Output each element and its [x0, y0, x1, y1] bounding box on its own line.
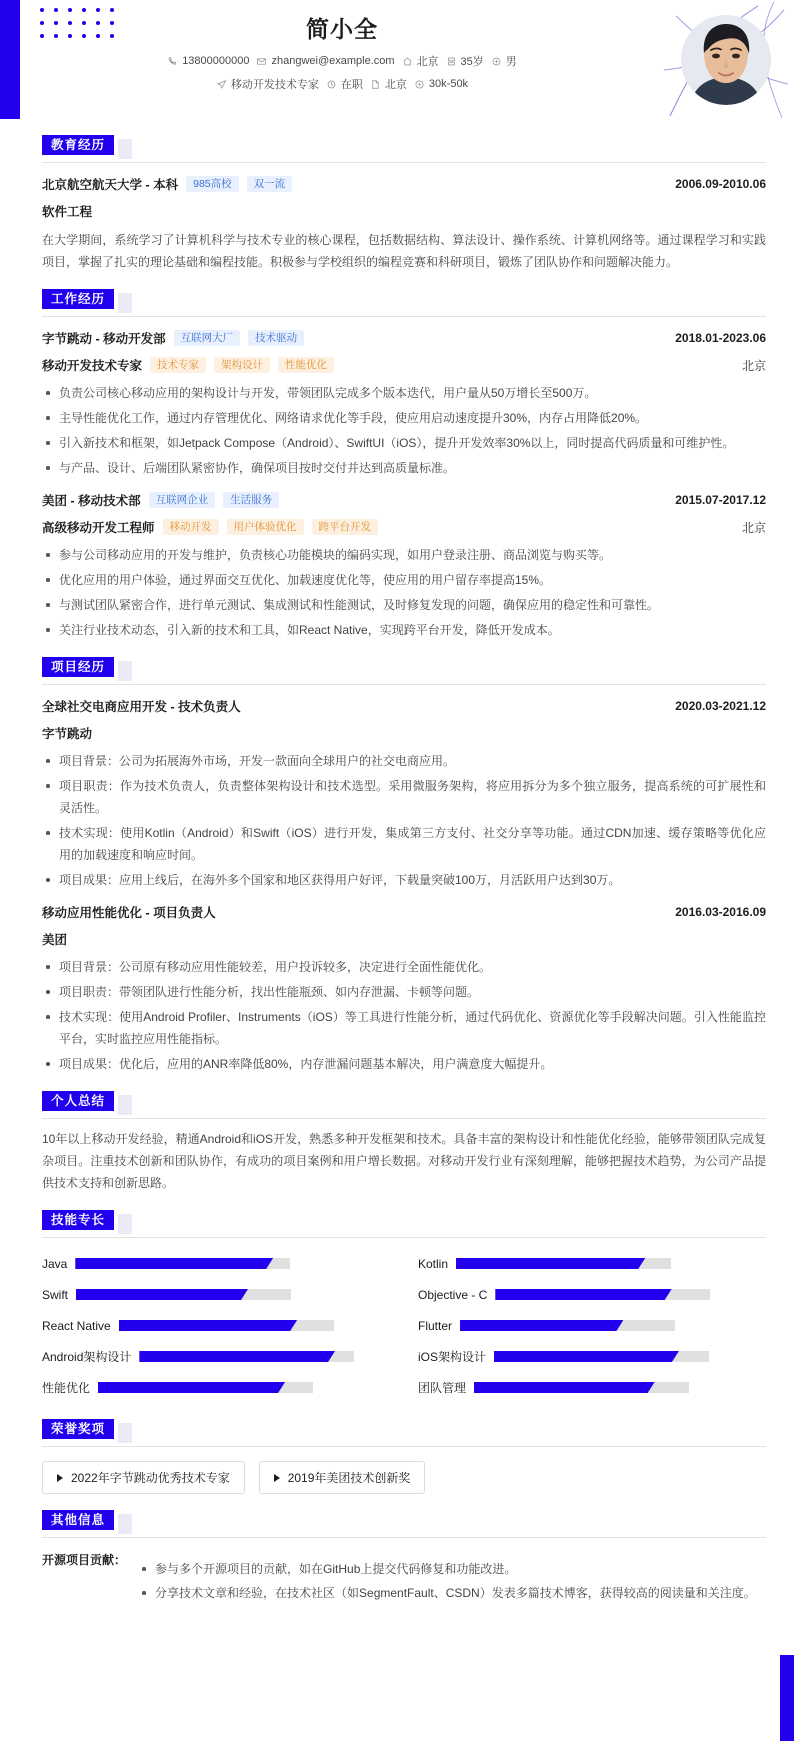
- skill-progress-fill: [75, 1258, 273, 1269]
- section-title: 荣誉奖项: [42, 1419, 114, 1439]
- bullet-item: 优化应用的用户体验，通过界面交互优化、加载速度优化等，使应用的用户留存率提高15%。: [42, 569, 766, 591]
- section-heading: [42, 1210, 766, 1232]
- contact-item: [370, 76, 407, 92]
- skill-label: Swift: [42, 1287, 69, 1302]
- section-divider: [42, 1118, 766, 1119]
- skills-grid: [42, 1248, 766, 1403]
- entry-role: 移动开发技术专家: [42, 359, 143, 373]
- award-item[interactable]: [42, 1461, 245, 1494]
- avatar: [681, 15, 771, 105]
- contact-item: [256, 55, 394, 67]
- entry-header-row: [42, 175, 766, 193]
- other-list: [42, 1550, 766, 1604]
- tag-chip: 生活服务: [223, 492, 279, 508]
- skill-label: Android架构设计: [42, 1350, 132, 1364]
- skill-progress-track: [456, 1258, 671, 1269]
- position-icon: [216, 79, 227, 90]
- section-title: 个人总结: [42, 1091, 114, 1111]
- education-list: [42, 175, 766, 273]
- contact-item: [326, 76, 363, 92]
- entry-org: 美团 - 移动技术部: [42, 494, 141, 508]
- awards-list: [42, 1461, 766, 1494]
- education-entry: [42, 175, 766, 273]
- skill-progress-fill: [76, 1289, 248, 1300]
- skill-progress-fill: [474, 1382, 655, 1393]
- contact-item: [216, 76, 319, 92]
- tag-chip: 技术驱动: [248, 330, 304, 346]
- contact-text: zhangwei@example.com: [271, 55, 395, 67]
- tag-chip: 跨平台开发: [312, 519, 379, 535]
- tag-chip: 双一流: [247, 176, 293, 192]
- entry-date: 2006.09-2010.06: [675, 177, 766, 191]
- section-divider: [42, 1237, 766, 1238]
- tag-chip: 架构设计: [214, 357, 270, 373]
- skill-label: Java: [42, 1256, 68, 1271]
- city-icon: [370, 79, 381, 90]
- bullet-item: 项目成果：优化后，应用的ANR率降低80%，内存泄漏问题基本解决，用户满意度大幅提升。: [42, 1053, 766, 1075]
- skill-progress-fill: [119, 1320, 297, 1331]
- contact-item: [167, 55, 249, 67]
- contact-text: 北京: [384, 79, 407, 91]
- resume-header: [0, 0, 794, 119]
- entry-location: 北京: [741, 520, 766, 535]
- bullet-item: 参与公司移动应用的开发与维护，负责核心功能模块的编码实现，如用户登录注册、商品浏览与购买等。: [42, 544, 766, 566]
- entry-header-row: [42, 903, 766, 921]
- skill-item: [418, 1248, 766, 1279]
- skill-progress-track: [494, 1351, 709, 1362]
- bullet-item: 关注行业技术动态，引入新的技术和工具，如React Native，实现跨平台开发，降低开发成本。: [42, 619, 766, 641]
- entry-location: 北京: [741, 358, 766, 373]
- contact-item: [402, 53, 439, 69]
- skill-progress-fill: [139, 1351, 335, 1362]
- entry-header-row: [42, 491, 766, 509]
- heading-shadow: [118, 1095, 132, 1115]
- skill-progress-fill: [494, 1351, 679, 1362]
- section-divider: [42, 162, 766, 163]
- entry-header-left: [42, 356, 334, 374]
- skill-item: [42, 1248, 390, 1279]
- entry-header-row: [42, 329, 766, 347]
- section-heading: [42, 1419, 766, 1441]
- skill-item: [42, 1310, 390, 1341]
- email-icon: [256, 56, 267, 67]
- tag-chip: 用户体验优化: [227, 519, 304, 535]
- section-title: 工作经历: [42, 289, 114, 309]
- entry-role: 高级移动开发工程师: [42, 521, 155, 535]
- skill-item: [42, 1372, 390, 1403]
- education-major: 软件工程: [42, 205, 93, 219]
- section-divider: [42, 684, 766, 685]
- skill-label: 性能优化: [42, 1381, 91, 1395]
- summary-text: 10年以上移动开发经验，精通Android和iOS开发，熟悉多种开发框架和技术。具备丰富的架构设计和性能优化经验，能够带领团队完成复杂项目。注重技术创新和团队协作，有成功的项目案例和用户增长数据。对移动开发行业有深刻理解，能够把握技术趋势，为公司产品提供技术支持和创新思路。: [42, 1132, 766, 1190]
- entry-header-left: [42, 697, 241, 715]
- skill-label: iOS架构设计: [418, 1350, 487, 1364]
- tag-chip: 性能优化: [278, 357, 334, 373]
- entry-header-left: [42, 175, 292, 193]
- entry-header-row: [42, 697, 766, 715]
- other-info-row: [42, 1550, 766, 1604]
- entry-date: 2018.01-2023.06: [675, 331, 766, 345]
- skill-item: [42, 1279, 390, 1310]
- tag-chip: 互联网企业: [149, 492, 216, 508]
- entry-header-left: [42, 903, 216, 921]
- project-list: [42, 697, 766, 1075]
- bullet-item: 参与多个开源项目的贡献，如在GitHub上提交代码修复和功能改进。: [138, 1558, 766, 1580]
- bullet-item: 与产品、设计、后端团队紧密协作，确保项目按时交付并达到高质量标准。: [42, 457, 766, 479]
- bullet-item: 引入新技术和框架，如Jetpack Compose（Android）、SwiftUI（iOS），提升开发效率30%以上，同时提高代码质量和可维护性。: [42, 432, 766, 454]
- entry-date: 2020.03-2021.12: [675, 699, 766, 713]
- award-label: 2019年美团技术创新奖: [287, 1471, 411, 1485]
- skill-progress-fill: [495, 1289, 671, 1300]
- bullet-list: [138, 1558, 766, 1604]
- resume-body: [0, 135, 794, 1604]
- entry-org: 字节跳动 - 移动开发部: [42, 332, 166, 346]
- skill-progress-track: [139, 1351, 354, 1362]
- bullet-item: 与测试团队紧密合作，进行单元测试、集成测试和性能测试，及时修复发现的问题，确保应用的稳定性和可靠性。: [42, 594, 766, 616]
- section-projects: [42, 657, 766, 1075]
- award-item[interactable]: [259, 1461, 426, 1494]
- home-icon: [402, 56, 413, 67]
- skill-progress-track: [495, 1289, 710, 1300]
- header-center: [20, 0, 664, 92]
- bullet-item: 技术实现：使用Kotlin（Android）和Swift（iOS）进行开发，集成第三方支付、社交分享等功能。通过CDN加速、缓存策略等优化应用的加载速度和响应时间。: [42, 822, 766, 866]
- section-divider: [42, 316, 766, 317]
- education-description: 在大学期间，系统学习了计算机科学与技术专业的核心课程，包括数据结构、算法设计、操作系统、计算机网络等。通过课程学习和实践项目，掌握了扎实的理论基础和编程技能。积极参与学校组织的编程竞赛和科研项目，锻炼了团队协作和问题解决能力。: [42, 233, 766, 269]
- heading-shadow: [118, 139, 132, 159]
- section-work: [42, 289, 766, 641]
- entry-header-row: [42, 356, 766, 374]
- bullet-item: 项目背景：公司原有移动应用性能较差，用户投诉较多，决定进行全面性能优化。: [42, 956, 766, 978]
- bullet-item: 项目成果：应用上线后，在海外多个国家和地区获得用户好评，下载量突破100万，月活跃用户达到30万。: [42, 869, 766, 891]
- section-divider: [42, 1537, 766, 1538]
- project-company: 美团: [42, 933, 68, 947]
- contact-row-secondary: [20, 76, 664, 92]
- entry-header-left: [42, 518, 378, 536]
- project-entry: [42, 697, 766, 891]
- tag-chip: 技术专家: [150, 357, 206, 373]
- contact-text: 13800000000: [182, 55, 250, 67]
- contact-text: 在职: [340, 79, 363, 91]
- entry-org: 北京航空航天大学 - 本科: [42, 178, 179, 192]
- bullet-item: 主导性能优化工作，通过内存管理优化、网络请求优化等手段，使应用启动速度提升30%，内存占用降低20%。: [42, 407, 766, 429]
- work-entry: [42, 329, 766, 479]
- contact-item: [491, 53, 517, 69]
- contact-text: 30k-50k: [428, 78, 469, 90]
- bottom-right-accent-bar: [780, 1655, 794, 1741]
- section-summary: [42, 1091, 766, 1194]
- section-title: 教育经历: [42, 135, 114, 155]
- contact-row-primary: [20, 53, 664, 69]
- page-title: 简小全: [306, 16, 378, 42]
- bullet-item: 项目职责：带领团队进行性能分析，找出性能瓶颈、如内存泄漏、卡顿等问题。: [42, 981, 766, 1003]
- bullet-item: 分享技术文章和经验，在技术社区（如SegmentFault、CSDN）发表多篇技术博客，获得较高的阅读量和关注度。: [138, 1582, 766, 1604]
- contact-text: 35岁: [460, 56, 484, 68]
- skill-label: 团队管理: [418, 1381, 467, 1395]
- skill-progress-track: [75, 1258, 290, 1269]
- bullet-list: [42, 956, 766, 1075]
- entry-org: 移动应用性能优化 - 项目负责人: [42, 906, 216, 920]
- entry-date: 2016.03-2016.09: [675, 905, 766, 919]
- skill-progress-fill: [456, 1258, 645, 1269]
- tag-chip: 互联网大厂: [174, 330, 241, 346]
- section-title: 其他信息: [42, 1510, 114, 1530]
- entry-date: 2015.07-2017.12: [675, 493, 766, 507]
- section-heading: [42, 289, 766, 311]
- bullet-item: 负责公司核心移动应用的架构设计与开发，带领团队完成多个版本迭代，用户量从50万增长至500万。: [42, 382, 766, 404]
- age-icon: [446, 56, 457, 67]
- project-entry: [42, 903, 766, 1075]
- bullet-list: [42, 750, 766, 891]
- work-list: [42, 329, 766, 641]
- skill-item: [418, 1279, 766, 1310]
- other-info-body: [138, 1550, 766, 1604]
- phone-icon: [167, 56, 178, 67]
- section-heading: [42, 1091, 766, 1113]
- section-skills: [42, 1210, 766, 1403]
- heading-shadow: [118, 1423, 132, 1443]
- project-company: 字节跳动: [42, 727, 93, 741]
- tag-chip: 985高校: [186, 176, 239, 192]
- skill-item: [418, 1310, 766, 1341]
- contact-text: 男: [505, 56, 517, 68]
- skill-progress-track: [119, 1320, 334, 1331]
- skill-progress-track: [460, 1320, 675, 1331]
- section-heading: [42, 1510, 766, 1532]
- skill-label: Objective - C: [418, 1287, 488, 1302]
- play-triangle-icon: [274, 1474, 280, 1482]
- section-heading: [42, 657, 766, 679]
- salary-icon: [414, 79, 425, 90]
- skill-progress-fill: [460, 1320, 623, 1331]
- heading-shadow: [118, 293, 132, 313]
- entry-header-left: [42, 329, 304, 347]
- contact-text: 北京: [416, 56, 439, 68]
- section-title: 项目经历: [42, 657, 114, 677]
- contact-item: [414, 78, 468, 90]
- section-other: [42, 1510, 766, 1604]
- skill-progress-track: [474, 1382, 689, 1393]
- heading-shadow: [118, 661, 132, 681]
- section-awards: [42, 1419, 766, 1494]
- entry-org: 全球社交电商应用开发 - 技术负责人: [42, 700, 241, 714]
- skill-label: React Native: [42, 1318, 111, 1333]
- section-title: 技能专长: [42, 1210, 114, 1230]
- skill-item: [418, 1341, 766, 1372]
- bullet-item: 项目职责：作为技术负责人，负责整体架构设计和技术选型。采用微服务架构，将应用拆分为多个独立服务，提高系统的可扩展性和灵活性。: [42, 775, 766, 819]
- work-entry: [42, 491, 766, 641]
- contact-item: [446, 53, 484, 69]
- bullet-list: [42, 382, 766, 479]
- entry-header-left: [42, 491, 279, 509]
- award-label: 2022年字节跳动优秀技术专家: [71, 1471, 230, 1485]
- section-divider: [42, 1446, 766, 1447]
- heading-shadow: [118, 1514, 132, 1534]
- other-info-label: 开源项目贡献：: [42, 1553, 127, 1567]
- skill-item: [42, 1341, 390, 1372]
- skill-label: Kotlin: [418, 1256, 449, 1271]
- section-education: [42, 135, 766, 273]
- avatar-container: [676, 10, 776, 110]
- bullet-item: 项目背景：公司为拓展海外市场，开发一款面向全球用户的社交电商应用。: [42, 750, 766, 772]
- gender-icon: [491, 56, 502, 67]
- entry-header-row: [42, 518, 766, 536]
- skill-progress-track: [98, 1382, 313, 1393]
- play-triangle-icon: [57, 1474, 63, 1482]
- contact-text: 移动开发技术专家: [230, 79, 319, 91]
- bullet-item: 技术实现：使用Android Profiler、Instruments（iOS）等工具进行性能分析，通过代码优化、资源优化等手段解决问题。引入性能监控平台，实时监控应用性能指标。: [42, 1006, 766, 1050]
- status-icon: [326, 79, 337, 90]
- section-heading: [42, 135, 766, 157]
- skill-progress-track: [76, 1289, 291, 1300]
- skill-progress-fill: [98, 1382, 285, 1393]
- tag-chip: 移动开发: [163, 519, 219, 535]
- skill-item: [418, 1372, 766, 1403]
- heading-shadow: [118, 1214, 132, 1234]
- bullet-list: [42, 544, 766, 641]
- skill-label: Flutter: [418, 1318, 453, 1333]
